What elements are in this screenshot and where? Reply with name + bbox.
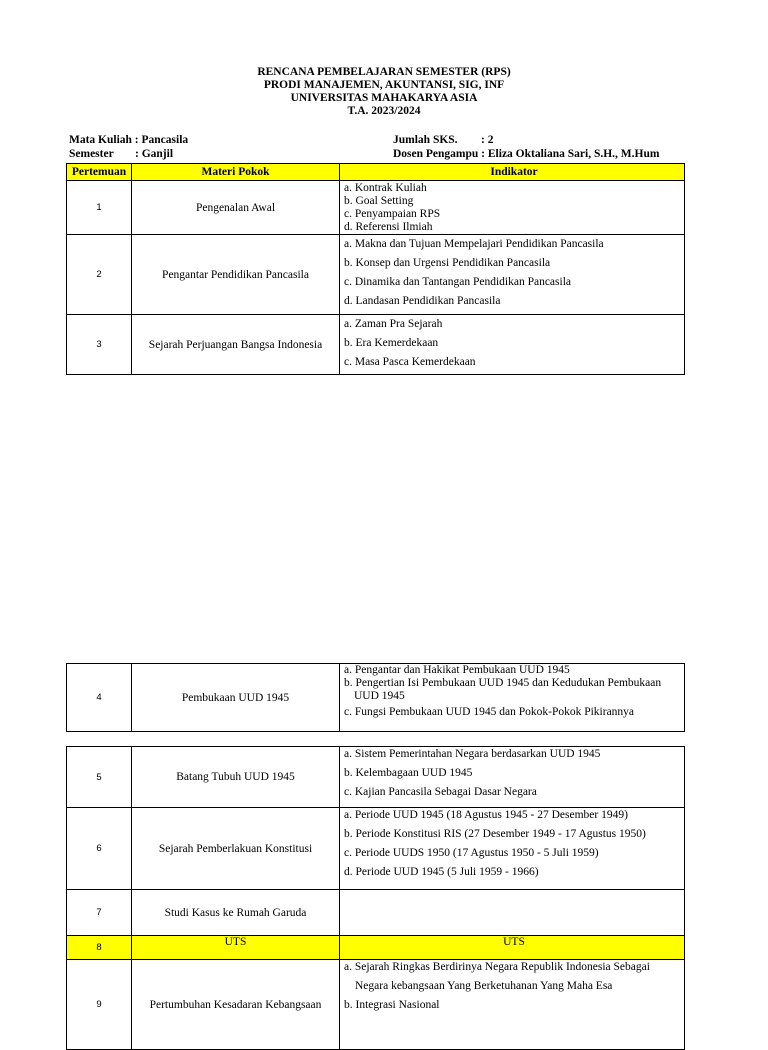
title-line-2: PRODI MANAJEMEN, AKUNTANSI, SIG, INF (263, 79, 505, 91)
pertemuan-cell: 9 (67, 960, 132, 1050)
table-row (67, 960, 685, 1050)
rps-table-part-1 (66, 163, 685, 375)
dosen-label: Dosen Pengampu : (393, 148, 486, 160)
indikator-item: c. Penyampaian RPS (344, 207, 441, 220)
table-row (67, 315, 685, 375)
title-line-4: T.A. 2023/2024 (347, 105, 421, 117)
table-row (67, 181, 685, 235)
indikator-item: c. Dinamika dan Tantangan Pendidikan Pancasila (344, 276, 572, 288)
indikator-item: b. Kelembagaan UUD 1945 (344, 767, 473, 779)
materi-cell: Pembukaan UUD 1945 (132, 664, 340, 732)
indikator-item: d. Referensi Ilmiah (344, 220, 433, 233)
indikator-item: a. Zaman Pra Sejarah (344, 318, 443, 330)
indikator-item: b. Pengertian Isi Pembukaan UUD 1945 dan Kedudukan Pembukaan UUD 1945 (344, 677, 662, 702)
indikator-item: b. Integrasi Nasional (344, 999, 440, 1011)
indikator-cell (340, 315, 685, 375)
table-row (67, 747, 685, 808)
indikator-cell (340, 664, 685, 732)
indikator-item: b. Periode Konstitusi RIS (27 Desember 1949 - 17 Agustus 1950) (344, 828, 646, 840)
rps-table-part-2 (66, 663, 685, 732)
column-header: Materi Pokok (132, 164, 340, 181)
table-row (67, 664, 685, 732)
indikator-cell (340, 235, 685, 315)
indikator-item: a. Sejarah Ringkas Berdirinya Negara Republik Indonesia Sebagai (344, 961, 650, 973)
table-row (67, 235, 685, 315)
mata-kuliah: Mata Kuliah : Pancasila (69, 134, 189, 146)
indikator-cell (340, 890, 685, 936)
indikator-item: a. Periode UUD 1945 (18 Agustus 1945 - 27 Desember 1949) (344, 809, 628, 821)
indikator-cell (340, 960, 685, 1050)
pertemuan-cell: 4 (67, 664, 132, 732)
materi-cell: Pertumbuhan Kesadaran Kebangsaan (132, 960, 340, 1050)
materi-cell: UTS (132, 936, 340, 960)
rps-table-part-3 (66, 746, 685, 1050)
indikator-item: c. Fungsi Pembukaan UUD 1945 dan Pokok-Pokok Pikirannya (344, 706, 635, 718)
semester-value: : Ganjil (135, 148, 174, 160)
materi-cell: Pengenalan Awal (132, 181, 340, 235)
table-row-uts (67, 936, 685, 960)
indikator-item: c. Masa Pasca Kemerdekaan (344, 356, 476, 368)
indikator-item: d. Landasan Pendidikan Pancasila (344, 295, 501, 307)
dosen-pengampu (393, 147, 659, 161)
jumlah-sks-value: : 2 (481, 134, 494, 146)
title-line-1: RENCANA PEMBELAJARAN SEMESTER (RPS) (257, 66, 511, 78)
title-line-3: UNIVERSITAS MAHAKARYA ASIA (290, 92, 478, 104)
pertemuan-cell: 8 (67, 936, 132, 960)
indikator-item: d. Periode UUD 1945 (5 Juli 1959 - 1966) (344, 866, 539, 878)
indikator-cell (340, 808, 685, 890)
materi-cell: Studi Kasus ke Rumah Garuda (132, 890, 340, 936)
indikator-item: b. Goal Setting (344, 194, 414, 207)
table-row (67, 890, 685, 936)
materi-cell: Pengantar Pendidikan Pancasila (132, 235, 340, 315)
column-header: Indikator (340, 164, 685, 181)
pertemuan-cell: 1 (67, 181, 132, 235)
document-title (0, 66, 768, 118)
semester (69, 147, 188, 161)
course-info (69, 133, 188, 161)
semester-label: Semester (69, 148, 114, 160)
column-header: Pertemuan (67, 164, 132, 181)
indikator-item: a. Sistem Pemerintahan Negara berdasarkan UUD 1945 (344, 748, 601, 760)
indikator-item: c. Kajian Pancasila Sebagai Dasar Negara (344, 786, 537, 798)
indikator-cell (340, 181, 685, 235)
pertemuan-cell: 5 (67, 747, 132, 808)
indikator-cell (340, 747, 685, 808)
dosen-value: Eliza Oktaliana Sari, S.H., M.Hum (487, 148, 660, 160)
pertemuan-cell: 6 (67, 808, 132, 890)
lecturer-info (393, 133, 659, 161)
jumlah-sks (393, 133, 659, 147)
indikator-item: Negara kebangsaan Yang Berketuhanan Yang Maha Esa (355, 980, 613, 992)
indikator-item: b. Era Kemerdekaan (344, 337, 439, 349)
pertemuan-cell: 2 (67, 235, 132, 315)
pertemuan-cell: 3 (67, 315, 132, 375)
table-row (67, 808, 685, 890)
table-header-row (67, 164, 685, 181)
materi-cell: Sejarah Perjuangan Bangsa Indonesia (132, 315, 340, 375)
indikator-cell: UTS (340, 936, 685, 960)
pertemuan-cell: 7 (67, 890, 132, 936)
indikator-item: c. Periode UUDS 1950 (17 Agustus 1950 - 5 Juli 1959) (344, 847, 599, 859)
materi-cell: Sejarah Pemberlakuan Konstitusi (132, 808, 340, 890)
jumlah-sks-label: Jumlah SKS. (393, 134, 458, 146)
indikator-item: a. Pengantar dan Hakikat Pembukaan UUD 1945 (344, 664, 570, 676)
indikator-item: a. Makna dan Tujuan Mempelajari Pendidikan Pancasila (344, 238, 604, 250)
indikator-item: b. Konsep dan Urgensi Pendidikan Pancasila (344, 257, 551, 269)
indikator-item: a. Kontrak Kuliah (344, 181, 427, 194)
materi-cell: Batang Tubuh UUD 1945 (132, 747, 340, 808)
